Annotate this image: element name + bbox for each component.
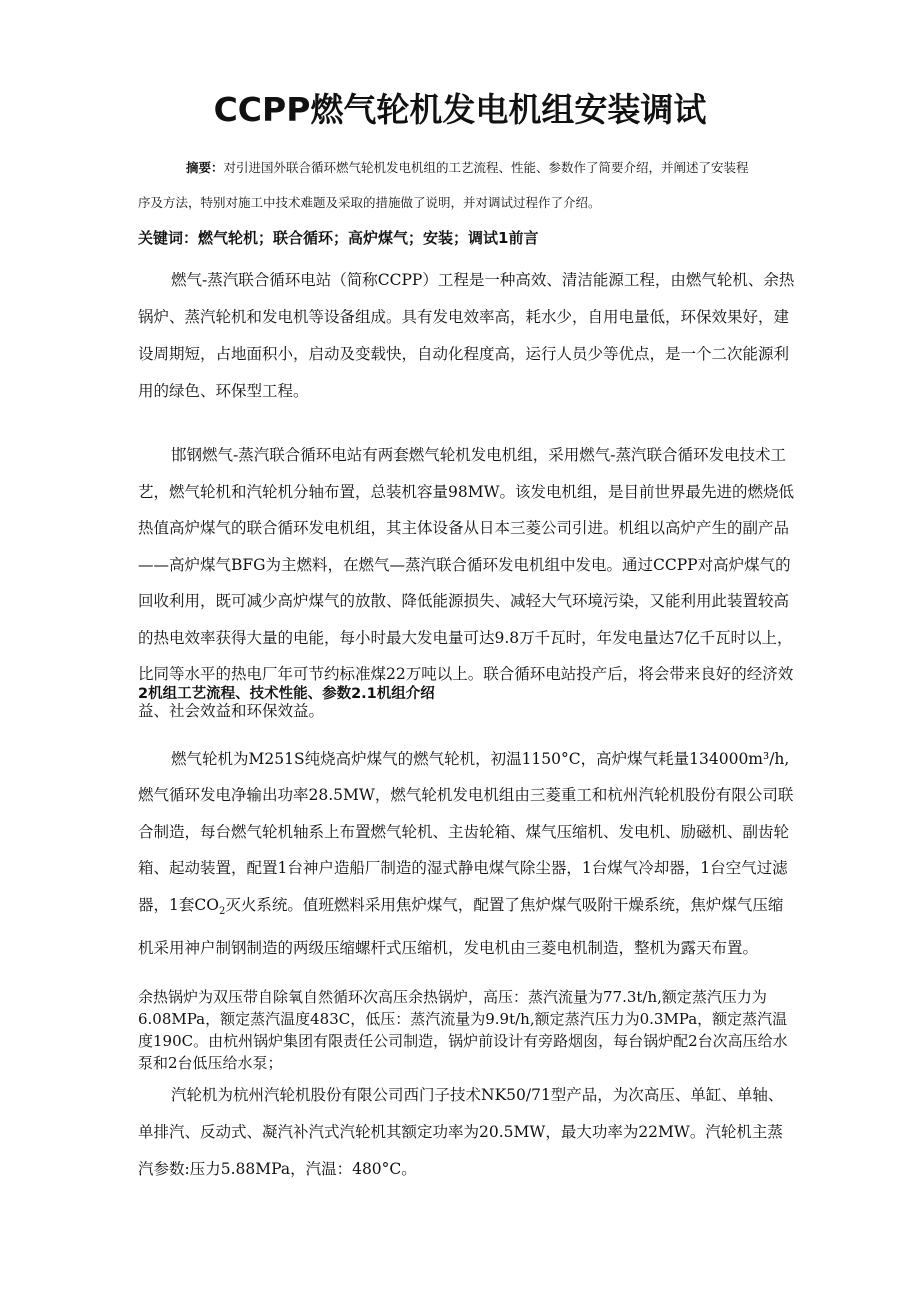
abstract-line-1 [138,150,788,185]
gas-turbine-text-b: 灭火系统。值班燃料采用焦炉煤气，配置了焦炉煤气吸附干燥系统，焦炉煤气压缩机采用神户制钢制造的两级压缩螺杆式压缩机，发电机由三菱电机制造，整机为露天布置。 [138,895,784,958]
paragraph-gas-turbine [138,741,796,967]
document-title: CCPP燃气轮机发电机组安装调试 [213,90,707,129]
keywords: 关键词：燃气轮机；联合循环；高炉煤气；安装；调试1前言 [138,229,539,247]
paragraph-steam-turbine: 汽轮机为杭州汽轮机股份有限公司西门子技术NK50/71型产品，为次高压、单缸、单轴、单排汽、反动式、凝汽补汽式汽轮机其额定功率为20.5MW，最大功率为22MW。汽轮机主蒸汽参数:压力5.88MPa，汽温：480°C。 [138,1086,784,1178]
co2-subscript: 2 [218,905,226,917]
abstract [138,150,788,220]
section-heading: 2机组工艺流程、技术性能、参数2.1机组介绍 [138,686,435,702]
gas-turbine-text-a: 燃气轮机为M251S纯烧高炉煤气的燃气轮机，初温1150°C，高炉煤气耗量134000m³/h,燃气循环发电净输出功率28.5MW，燃气轮机发电机组由三菱重工和杭州汽轮机股份有限公司联合制造，每台燃气轮机轴系上布置燃气轮机、主齿轮箱、煤气压缩机、发电机、励磁机、副齿轮箱、起动装置，配置1台神户造船厂制造的湿式静电煤气除尘器，1台煤气冷却器，1台空气过滤器，1套CO [138,750,794,914]
abstract-label: 摘要： [186,160,224,175]
paragraph-boiler: 余热锅炉为双压带自除氧自然循环次高压余热锅炉，高压：蒸汽流量为77.3t/h,额定蒸汽压力为6.08MPa，额定蒸汽温度483C，低压：蒸汽流量为9.9t/h,额定蒸汽压力为0.3MPa，额定蒸汽温度190C。由杭州锅炉集团有限责任公司制造，锅炉前设计有旁路烟囱，每台锅炉配2台次高压给水泵和2台低压给水泵； [138,988,788,1072]
paragraph-intro: 燃气-蒸汽联合循环电站（简称CCPP）工程是一种高效、清洁能源工程，由燃气轮机、余热锅炉、蒸汽轮机和发电机等设备组成。具有发电效率高，耗水少，自用电量低，环保效果好，建设周期短，占地面积小，启动及变载快，自动化程度高，运行人员少等优点，是一个二次能源利用的绿色、环保型工程。 [138,271,795,400]
paragraph-handan: 邯钢燃气-蒸汽联合循环电站有两套燃气轮机发电机组，采用燃气-蒸汽联合循环发电技术工艺，燃气轮机和汽轮机分轴布置，总装机容量98MW。该发电机组，是目前世界最先进的燃烧低热值高炉煤气的联合循环发电机组，其主体设备从日本三菱公司引进。机组以高炉产生的副产品——高炉煤气BFG为主燃料，在燃气—蒸汽联合循环发电机组中发电。通过CCPP对高炉煤气的回收利用，既可减少高炉煤气的放散、降低能源损失、减轻大气环境污染，又能利用此装置较高的热电效率获得大量的电能，每小时最大发电量可达9.8万千瓦时，年发电量达7亿千瓦时以上，比同等水平的热电厂年可节约标准煤22万吨以上。联合循环电站投产后，将会带来良好的经济效益、社会效益和环保效益。 [138,446,795,720]
abstract-text-1: 对引进国外联合循环燃气轮机发电机组的工艺流程、性能、参数作了简要介绍，并阐述了安装程 [223,160,749,175]
abstract-line-2: 序及方法，特别对施工中技术难题及采取的措施做了说明，并对调试过程作了介绍。 [138,195,601,210]
